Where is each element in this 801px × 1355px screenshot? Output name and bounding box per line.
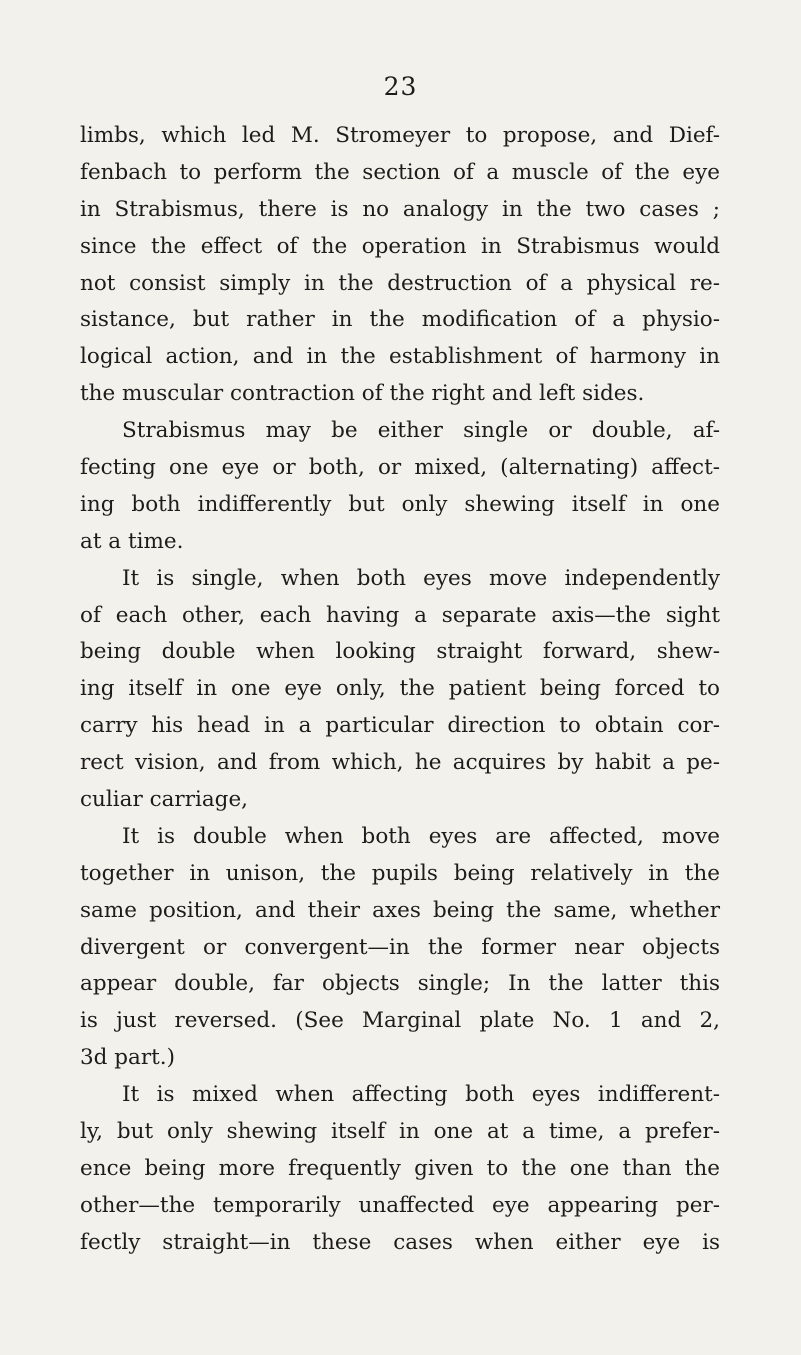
text-line: ing itself in one eye only, the patient being forced to: [80, 676, 720, 702]
text-line: limbs, which led M. Stromeyer to propose, and Dief-: [80, 123, 720, 148]
text-line: 3d part.): [80, 1045, 175, 1071]
text-line: other—the temporarily unaffected eye appearing per-: [80, 1192, 720, 1218]
text-line: fectly straight—in these cases when either eye is: [80, 1229, 720, 1255]
text-line: It is double when both eyes are affected, move: [122, 823, 720, 849]
text-line: It is single, when both eyes move independently: [122, 565, 720, 591]
body-text: [80, 118, 720, 1262]
text-line: being double when looking straight forward, shew-: [80, 639, 720, 665]
text-line: ing both indifferently but only shewing itself in one: [80, 491, 720, 517]
text-line: It is mixed when affecting both eyes indifferent-: [122, 1082, 720, 1108]
text-line: of each other, each having a separate axis—the sight: [80, 602, 720, 628]
text-line: Strabismus may be either single or double, af-: [122, 418, 720, 444]
text-line: same position, and their axes being the same, whether: [80, 897, 720, 923]
text-line: together in unison, the pupils being relatively in the: [80, 860, 720, 886]
text-line: ence being more frequently given to the one than the: [80, 1155, 720, 1181]
text-line: rect vision, and from which, he acquires by habit a pe-: [80, 750, 720, 776]
text-line: in Strabismus, there is no analogy in the two cases ;: [80, 196, 720, 222]
page-number: 23: [383, 72, 418, 101]
text-line: carry his head in a particular direction to obtain cor-: [80, 713, 720, 739]
text-line: fenbach to perform the section of a muscle of the eye: [80, 159, 720, 185]
text-line: sistance, but rather in the modification of a physio-: [80, 307, 720, 333]
text-line: fecting one eye or both, or mixed, (alternating) affect-: [80, 455, 720, 481]
text-line: the muscular contraction of the right and left sides.: [80, 381, 645, 407]
text-line: appear double, far objects single; In the latter this: [80, 971, 720, 997]
text-line: at a time.: [80, 528, 184, 554]
text-line: culiar carriage,: [80, 787, 249, 813]
text-line: not consist simply in the destruction of a physical re-: [80, 270, 720, 296]
text-line: is just reversed. (See Marginal plate No. 1 and 2,: [80, 1008, 720, 1034]
text-line: divergent or convergent—in the former near objects: [80, 934, 720, 960]
text-line: since the effect of the operation in Strabismus would: [80, 233, 720, 259]
text-line: ly, but only shewing itself in one at a time, a prefer-: [80, 1119, 720, 1145]
text-line: logical action, and in the establishment of harmony in: [80, 344, 720, 370]
